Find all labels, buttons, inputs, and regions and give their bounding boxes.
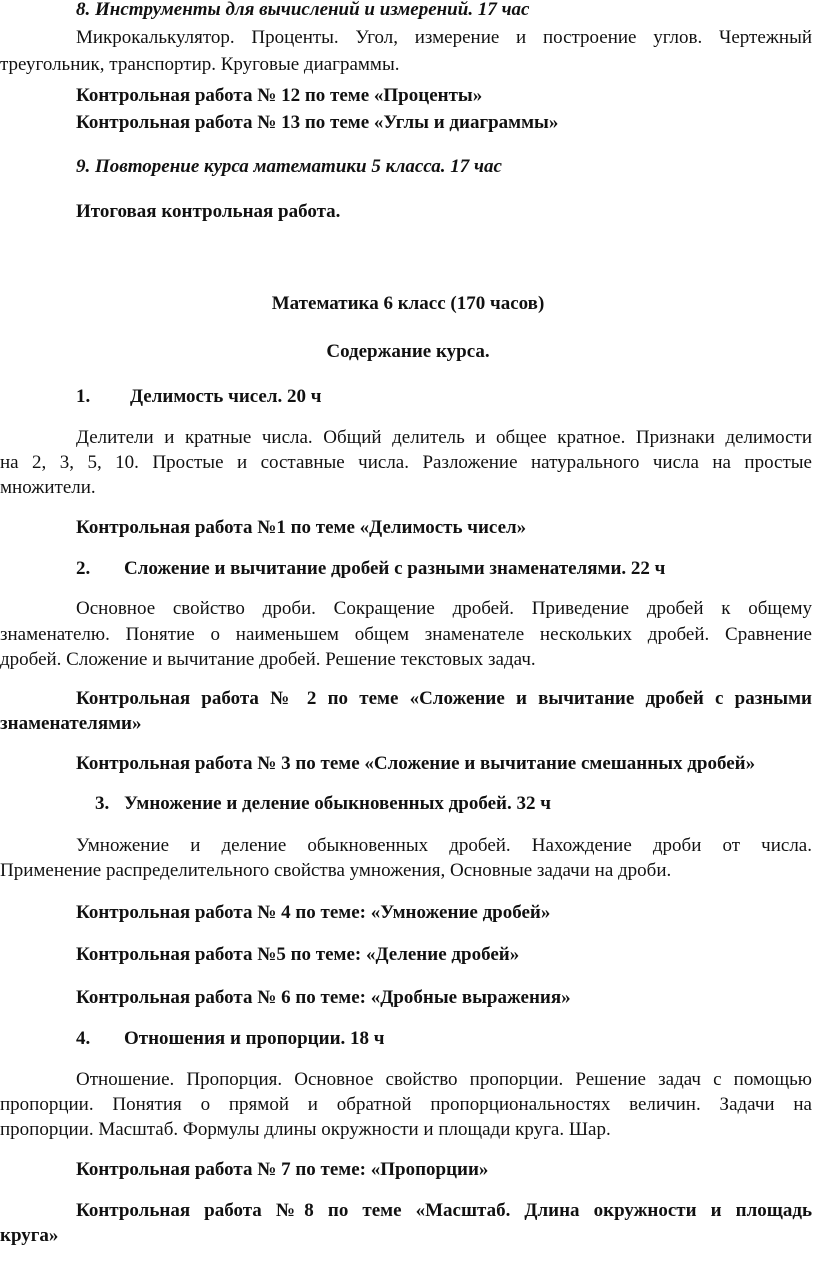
topic-2-text-line-1: Основное свойство дроби. Сокращение дробей. Приведение дробей к общему: [76, 598, 812, 619]
topic-1-text-line-3: множители.: [0, 477, 96, 498]
topic-3-heading: Умножение и деление обыкновенных дробей. 32 ч: [124, 793, 551, 814]
test-8-title-line-1: Контрольная работа №8 по теме «Масштаб. Длина окружности и площадь: [76, 1200, 812, 1221]
test-1-title: Контрольная работа №1 по теме «Делимость чисел»: [76, 517, 527, 538]
test-4-title: Контрольная работа № 4 по теме: «Умножение дробей»: [76, 902, 551, 923]
test-12-title: Контрольная работа № 12 по теме «Проценты»: [76, 85, 483, 106]
topic-1-heading: Делимость чисел. 20 ч: [130, 386, 322, 407]
test-8-title-line-2: круга»: [0, 1225, 59, 1246]
test-2-title-line-2: знаменателями»: [0, 713, 142, 734]
final-test-title: Итоговая контрольная работа.: [76, 201, 341, 222]
test-5-title: Контрольная работа №5 по теме: «Деление дробей»: [76, 944, 520, 965]
topic-3-text-line-1: Умножение и деление обыкновенных дробей. Нахождение дроби от числа.: [76, 835, 812, 856]
test-3-title: Контрольная работа № 3 по теме «Сложение и вычитание смешанных дробей»: [76, 753, 756, 774]
course-subtitle: Содержание курса.: [326, 341, 490, 362]
topic-2-text-line-2: знаменателю. Понятие о наименьшем общем знаменателе нескольких дробей. Сравнение: [0, 624, 812, 645]
topic-2-heading: Сложение и вычитание дробей с разными знаменателями. 22 ч: [124, 558, 666, 579]
topic-1-text-line-2: на 2, 3, 5, 10. Простые и составные числа. Разложение натурального числа на простые: [0, 452, 812, 473]
topic-1-number: 1.: [76, 386, 91, 407]
topic-2-number: 2.: [76, 558, 91, 579]
topic-4-heading: Отношения и пропорции. 18 ч: [124, 1028, 385, 1049]
topic-3-text-line-2: Применение распределительного свойства умножения, Основные задачи на дроби.: [0, 860, 672, 881]
test-13-title: Контрольная работа № 13 по теме «Углы и диаграммы»: [76, 112, 559, 133]
topic-4-text-line-3: пропорции. Масштаб. Формулы длины окружности и площади круга. Шар.: [0, 1119, 611, 1140]
section-8-heading: 8. Инструменты для вычислений и измерений. 17 час: [76, 0, 530, 20]
topic-4-text-line-2: пропорции. Понятия о прямой и обратной пропорциональностях величин. Задачи на: [0, 1094, 812, 1115]
course-title: Математика 6 класс (170 часов): [271, 293, 545, 314]
topic-4-text-line-1: Отношение. Пропорция. Основное свойство пропорции. Решение задач с помощью: [76, 1069, 812, 1090]
section-8-text-line-1: Микрокалькулятор. Проценты. Угол, измерение и построение углов. Чертежный: [76, 27, 812, 48]
topic-1-text-line-1: Делители и кратные числа. Общий делитель и общее кратное. Признаки делимости: [76, 427, 812, 448]
test-6-title: Контрольная работа № 6 по теме: «Дробные выражения»: [76, 987, 571, 1008]
test-7-title: Контрольная работа № 7 по теме: «Пропорции»: [76, 1159, 489, 1180]
section-8-text-line-2: треугольник, транспортир. Круговые диаграммы.: [0, 54, 400, 75]
topic-4-number: 4.: [76, 1028, 91, 1049]
topic-3-number: 3.: [95, 793, 110, 814]
test-2-title-line-1: Контрольная работа № 2 по теме «Сложение и вычитание дробей с разными: [76, 688, 812, 709]
section-9-heading: 9. Повторение курса математики 5 класса. 17 час: [76, 156, 502, 177]
topic-2-text-line-3: дробей. Сложение и вычитание дробей. Решение текстовых задач.: [0, 649, 536, 670]
